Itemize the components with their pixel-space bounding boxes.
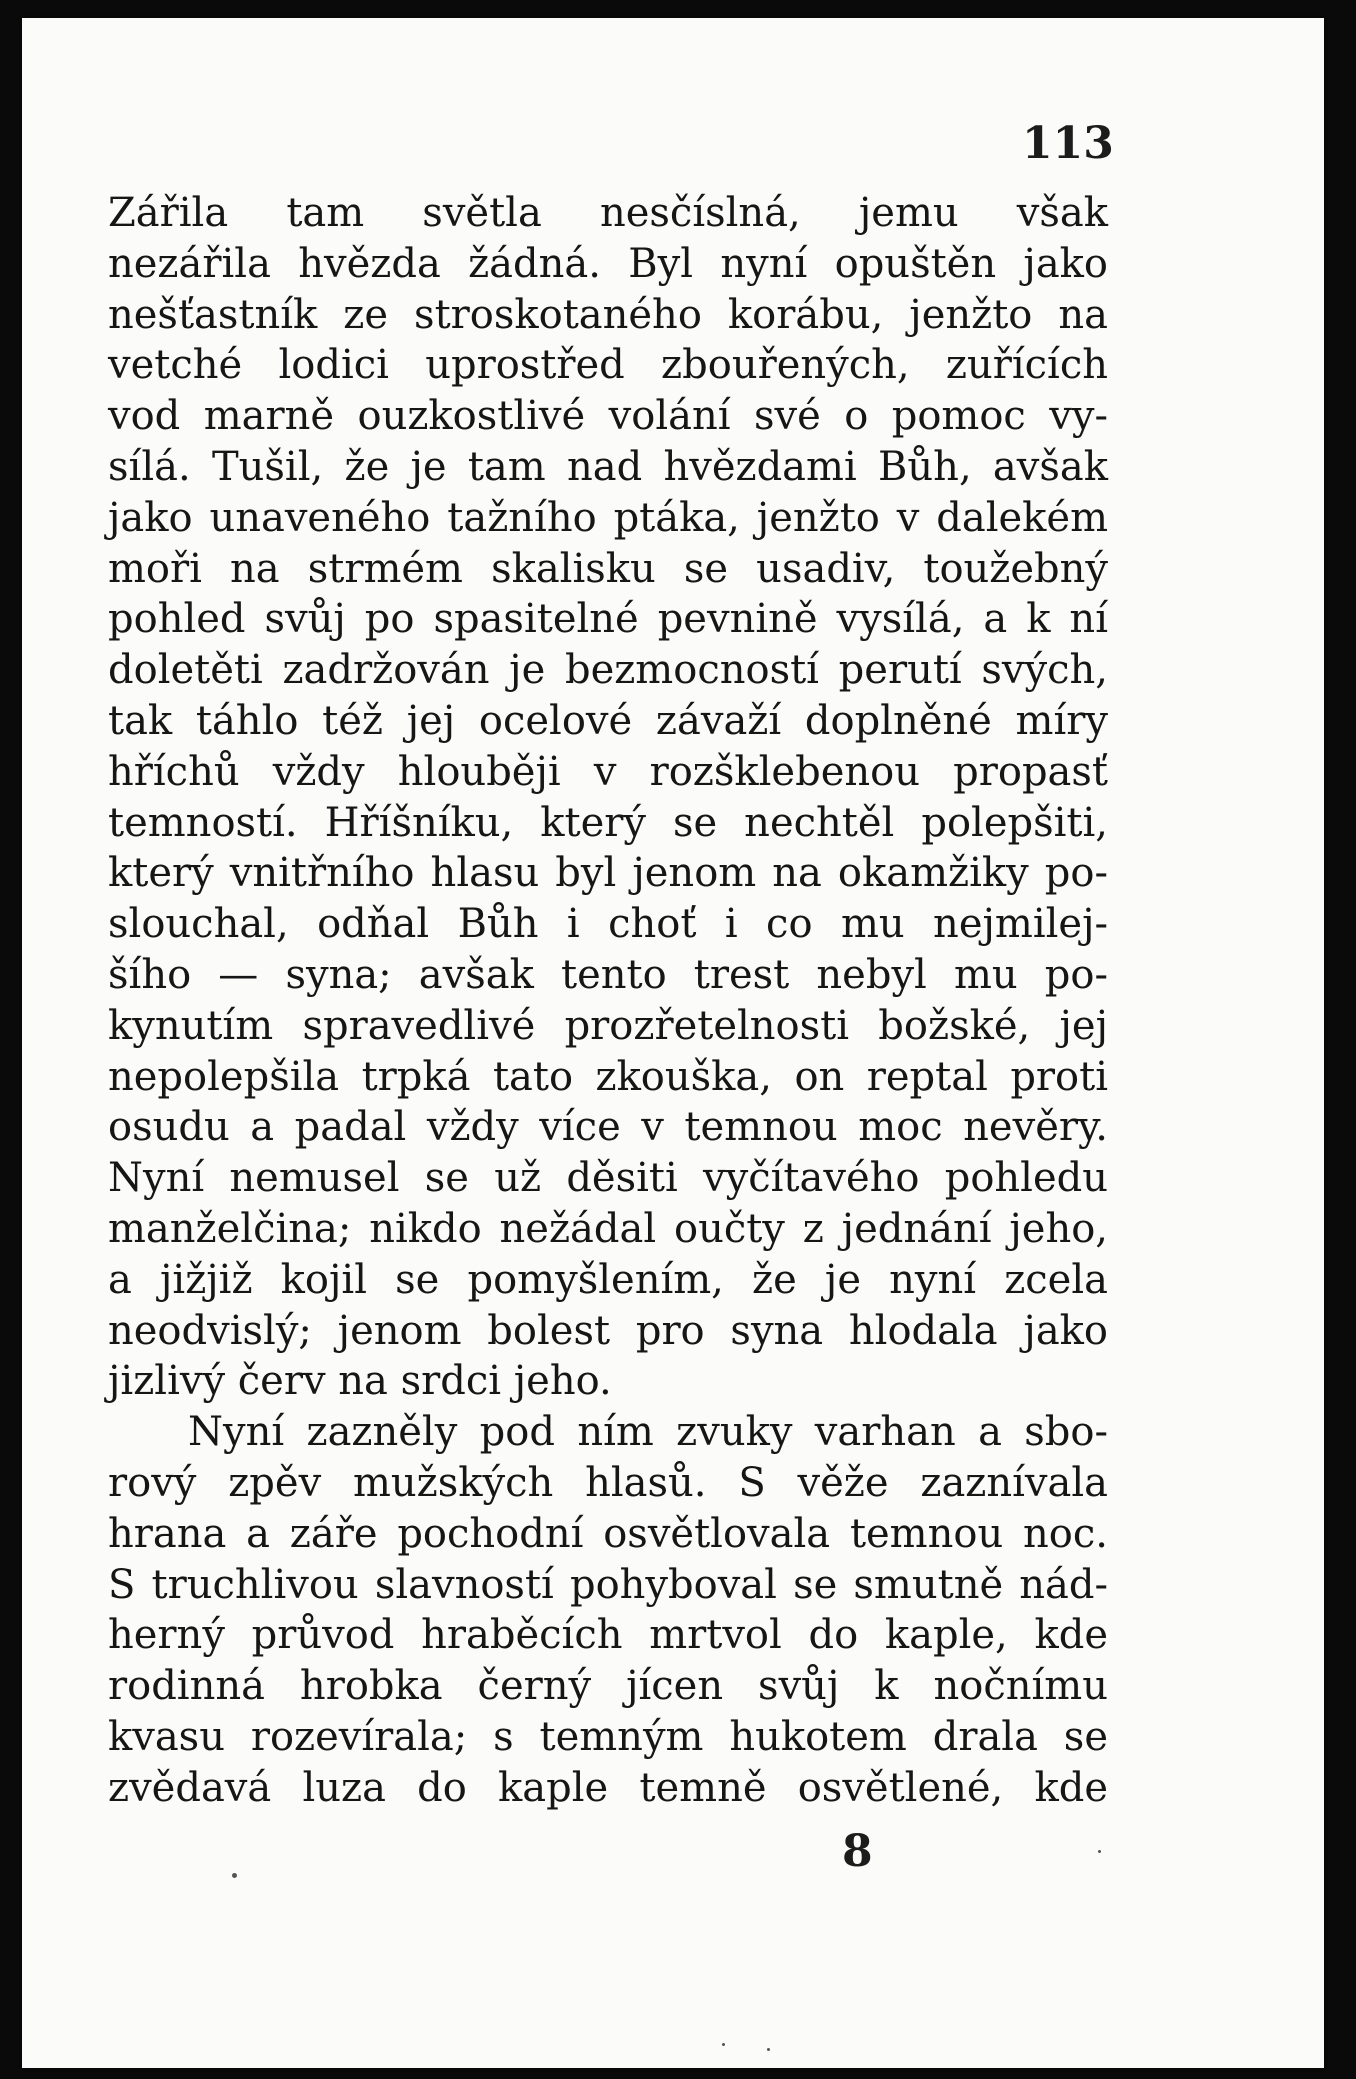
text-line: Zářila tam světla nesčíslná, jemu však	[108, 190, 1108, 236]
text-line: herný průvod hraběcích mrtvol do kaple, kde	[108, 1612, 1108, 1659]
ink-speck	[767, 2048, 770, 2051]
text-line: moři na strmém skalisku se usadiv, toužebný	[108, 545, 1108, 592]
text-line: a jižjiž kojil se pomyšlením, že je nyní zcela	[108, 1256, 1108, 1303]
text-line: neodvislý; jenom bolest pro syna hlodala jako	[108, 1307, 1108, 1354]
text-line: temností. Hříšníku, který se nechtěl polepšiti,	[108, 799, 1108, 846]
text-line: šího — syna; avšak tento trest nebyl mu po-	[108, 951, 1108, 998]
text-line: vod marně ouzkostlivé volání své o pomoc vy-	[108, 393, 1108, 440]
ink-speck	[722, 2043, 725, 2046]
text-line: kvasu rozevírala; s temným hukotem drala se	[108, 1713, 1108, 1760]
text-line: S truchlivou slavností pohyboval se smutně nád-	[108, 1561, 1108, 1608]
text-line: vetché lodici uprostřed zbouřených, zuřících	[108, 342, 1108, 389]
ink-speck	[232, 1873, 237, 1878]
text-line: nezářila hvězda žádná. Byl nyní opuštěn jako	[108, 240, 1108, 287]
text-line: rový zpěv mužských hlasů. S věže zaznívala	[108, 1459, 1108, 1506]
ink-speck	[1098, 1850, 1101, 1853]
text-line: Nyní zazněly pod ním zvuky varhan a sbo-	[188, 1409, 1108, 1456]
body-text	[108, 188, 1108, 1814]
text-line: jako unaveného tažního ptáka, jenžto v dalekém	[108, 494, 1108, 541]
text-line: který vnitřního hlasu byl jenom na okamžiky po-	[108, 850, 1108, 897]
text-line: nepolepšila trpká tato zkouška, on reptal proti	[108, 1053, 1108, 1100]
text-line: pohled svůj po spasitelné pevnině vysílá, a k ní	[108, 596, 1108, 643]
text-line: zvědavá luza do kaple temně osvětlené, kde	[108, 1764, 1108, 1811]
text-line: manželčina; nikdo nežádal oučty z jednání jeho,	[108, 1205, 1108, 1252]
text-line: sílá. Tušil, že je tam nad hvězdami Bůh, avšak	[108, 443, 1108, 490]
text-line: kynutím spravedlivé prozřetelnosti božské, jej	[108, 1002, 1108, 1049]
book-page	[22, 18, 1324, 2068]
text-line: jizlivý červ na srdci jeho.	[108, 1358, 612, 1405]
text-line: rodinná hrobka černý jícen svůj k nočnímu	[108, 1663, 1108, 1710]
text-line: nešťastník ze stroskotaného korábu, jenžto na	[108, 291, 1108, 338]
text-line: slouchal, odňal Bůh i choť i co mu nejmilej-	[108, 901, 1108, 948]
signature-mark: 8	[842, 1826, 873, 1877]
text-line: tak táhlo též jej ocelové závaží doplněné míry	[108, 697, 1108, 744]
page-number: 113	[1022, 118, 1114, 169]
text-line: hrana a záře pochodní osvětlovala temnou noc.	[108, 1510, 1108, 1557]
text-line: Nyní nemusel se už děsiti vyčítavého pohledu	[108, 1155, 1108, 1202]
text-line: hříchů vždy hlouběji v rozšklebenou propasť	[108, 748, 1108, 795]
text-line: doletěti zadržován je bezmocností perutí svých,	[108, 647, 1108, 694]
text-line: osudu a padal vždy více v temnou moc nevěry.	[108, 1104, 1108, 1151]
